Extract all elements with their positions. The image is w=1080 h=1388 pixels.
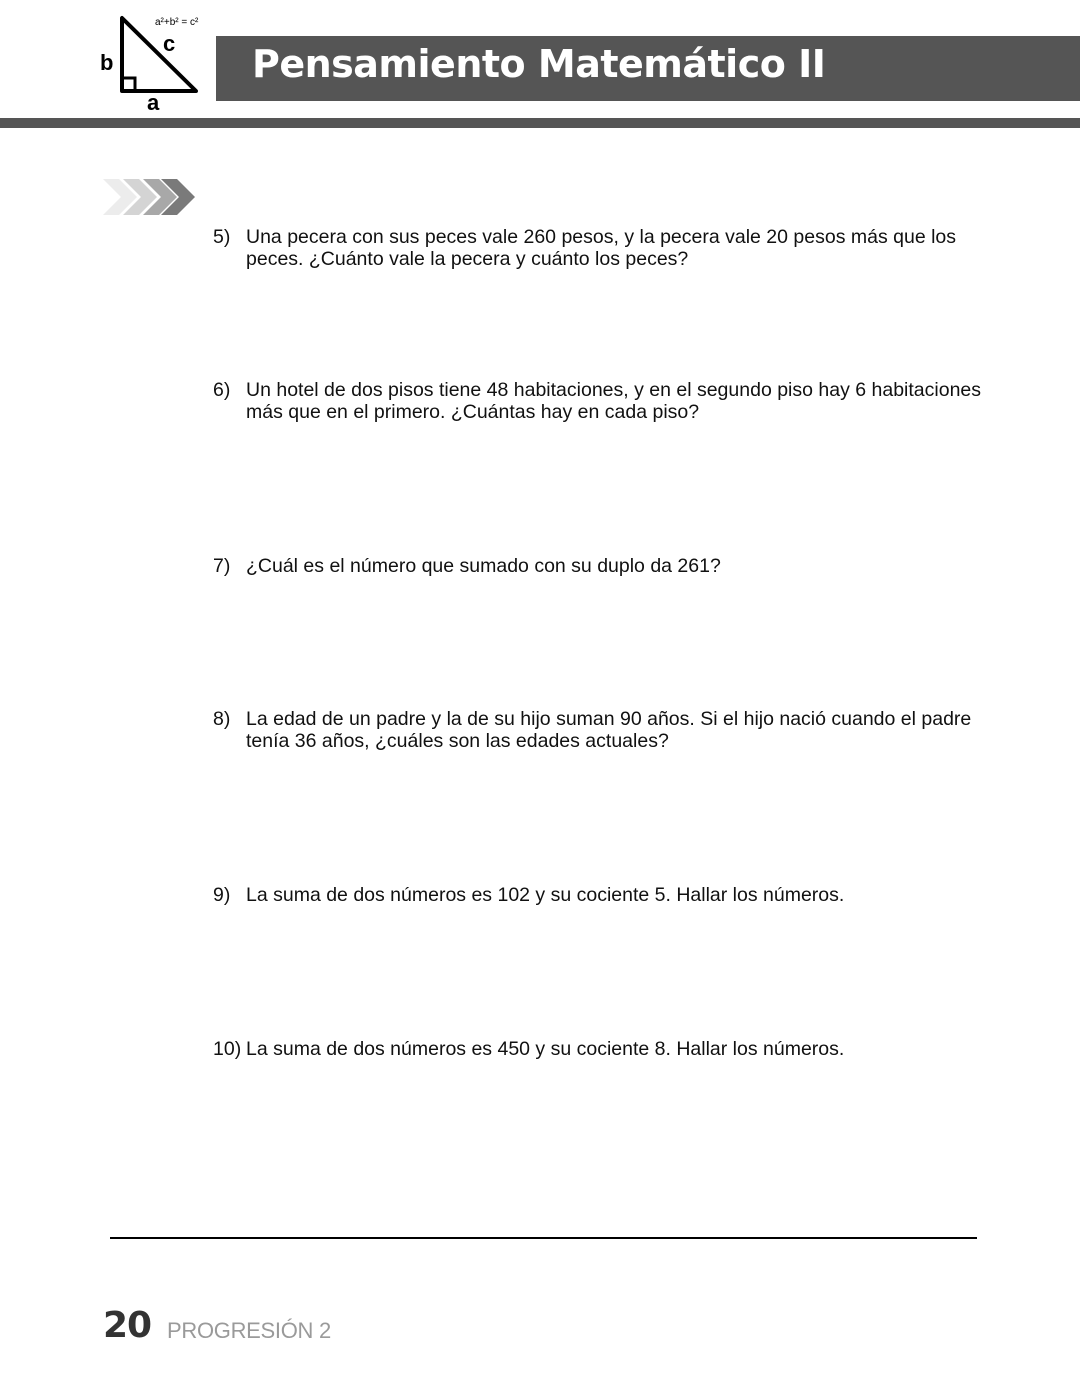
logo-side-b: b [100, 50, 114, 75]
problem-text: ¿Cuál es el número que sumado con su duplo da 261? [246, 555, 721, 577]
problem-9 [213, 884, 983, 906]
problem-text: La edad de un padre y la de su hijo suman 90 años. Si el hijo nació cuando el padre tenía 36 años, ¿cuáles son las edades actuales? [246, 708, 972, 752]
page-number: 20 [103, 1305, 152, 1346]
problem-5 [213, 226, 983, 270]
problem-text: Un hotel de dos pisos tiene 48 habitaciones, y en el segundo piso hay 6 habitaciones más que en el primero. ¿Cuántas hay en cada piso? [246, 379, 982, 423]
problem-text: La suma de dos números es 102 y su cociente 5. Hallar los números. [246, 884, 845, 906]
problem-number: 8) [213, 708, 231, 730]
problem-text: La suma de dos números es 450 y su cociente 8. Hallar los números. [246, 1038, 845, 1060]
logo-side-c: c [163, 31, 176, 56]
section-label: PROGRESIÓN 2 [167, 1318, 331, 1343]
problem-7 [213, 555, 983, 577]
page-title: Pensamiento Matemático II [252, 42, 826, 86]
problem-number: 10) [213, 1038, 242, 1060]
problem-number: 7) [213, 555, 231, 577]
problem-number: 6) [213, 379, 231, 401]
problem-6 [213, 379, 983, 423]
header-divider [0, 118, 1080, 128]
logo-formula: a²+b² = c² [155, 17, 199, 28]
problem-10 [213, 1038, 983, 1060]
logo-side-a: a [147, 90, 160, 115]
pythagoras-triangle-logo [100, 12, 208, 116]
footer-divider [110, 1237, 977, 1239]
problem-8 [213, 708, 983, 752]
chevron-arrows-icon [103, 179, 195, 215]
header-title-bar [216, 36, 1080, 101]
problem-text: Una pecera con sus peces vale 260 pesos, y la pecera vale 20 pesos más que los peces. ¿Cuánto vale la pecera y cuánto los peces? [246, 226, 957, 270]
problem-number: 9) [213, 884, 231, 906]
problem-number: 5) [213, 226, 231, 248]
